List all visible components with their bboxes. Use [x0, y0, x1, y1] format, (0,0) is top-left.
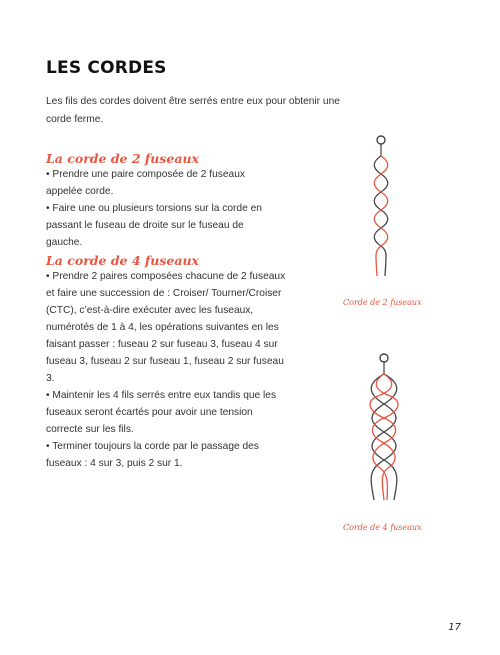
- four-bobbin-cord-illustration: [354, 350, 414, 510]
- bullet-item: • Prendre une paire composée de 2 fuseaux appelée corde.: [46, 169, 245, 197]
- bullet-item: • Maintenir les 4 fils serrés entre eux tandis que les fuseaux seront écartés pour avoir une tension correcte sur les fils.: [46, 390, 277, 435]
- section-heading-corde-4: La corde de 4 fuseaux: [46, 253, 200, 268]
- two-bobbin-cord-illustration: [366, 130, 396, 280]
- caption-corde-2: Corde de 2 fuseaux: [343, 298, 422, 307]
- bullet-item: • Prendre 2 paires composées chacune de 2 fuseaux et faire une succession de : Croiser/ Tourner/Croiser (CTC), c’est-à-dire exécuter avec les fuseaux, numérotés de 1 à 4, les opérations suivantes en les faisant passer : fuseau 2 sur fuseau 3, fuseau 4 sur fuseau 3, fuseau 2 sur fuseau 1, fuseau 2 sur fuseau 3.: [46, 271, 286, 384]
- section-body-corde-4: [46, 268, 286, 472]
- page-number: 17: [448, 622, 461, 633]
- section-heading-corde-2: La corde de 2 fuseaux: [46, 151, 200, 166]
- section-body-corde-2: [46, 166, 271, 251]
- bullet-item: • Faire une ou plusieurs torsions sur la corde en passant le fuseau de droite sur le fuseau de gauche.: [46, 203, 262, 248]
- caption-corde-4: Corde de 4 fuseaux: [343, 523, 422, 532]
- page-title: LES CORDES: [46, 58, 167, 78]
- bullet-item: • Terminer toujours la corde par le passage des fuseaux : 4 sur 3, puis 2 sur 1.: [46, 441, 259, 469]
- intro-paragraph: Les fils des cordes doivent être serrés entre eux pour obtenir une corde ferme.: [46, 96, 340, 125]
